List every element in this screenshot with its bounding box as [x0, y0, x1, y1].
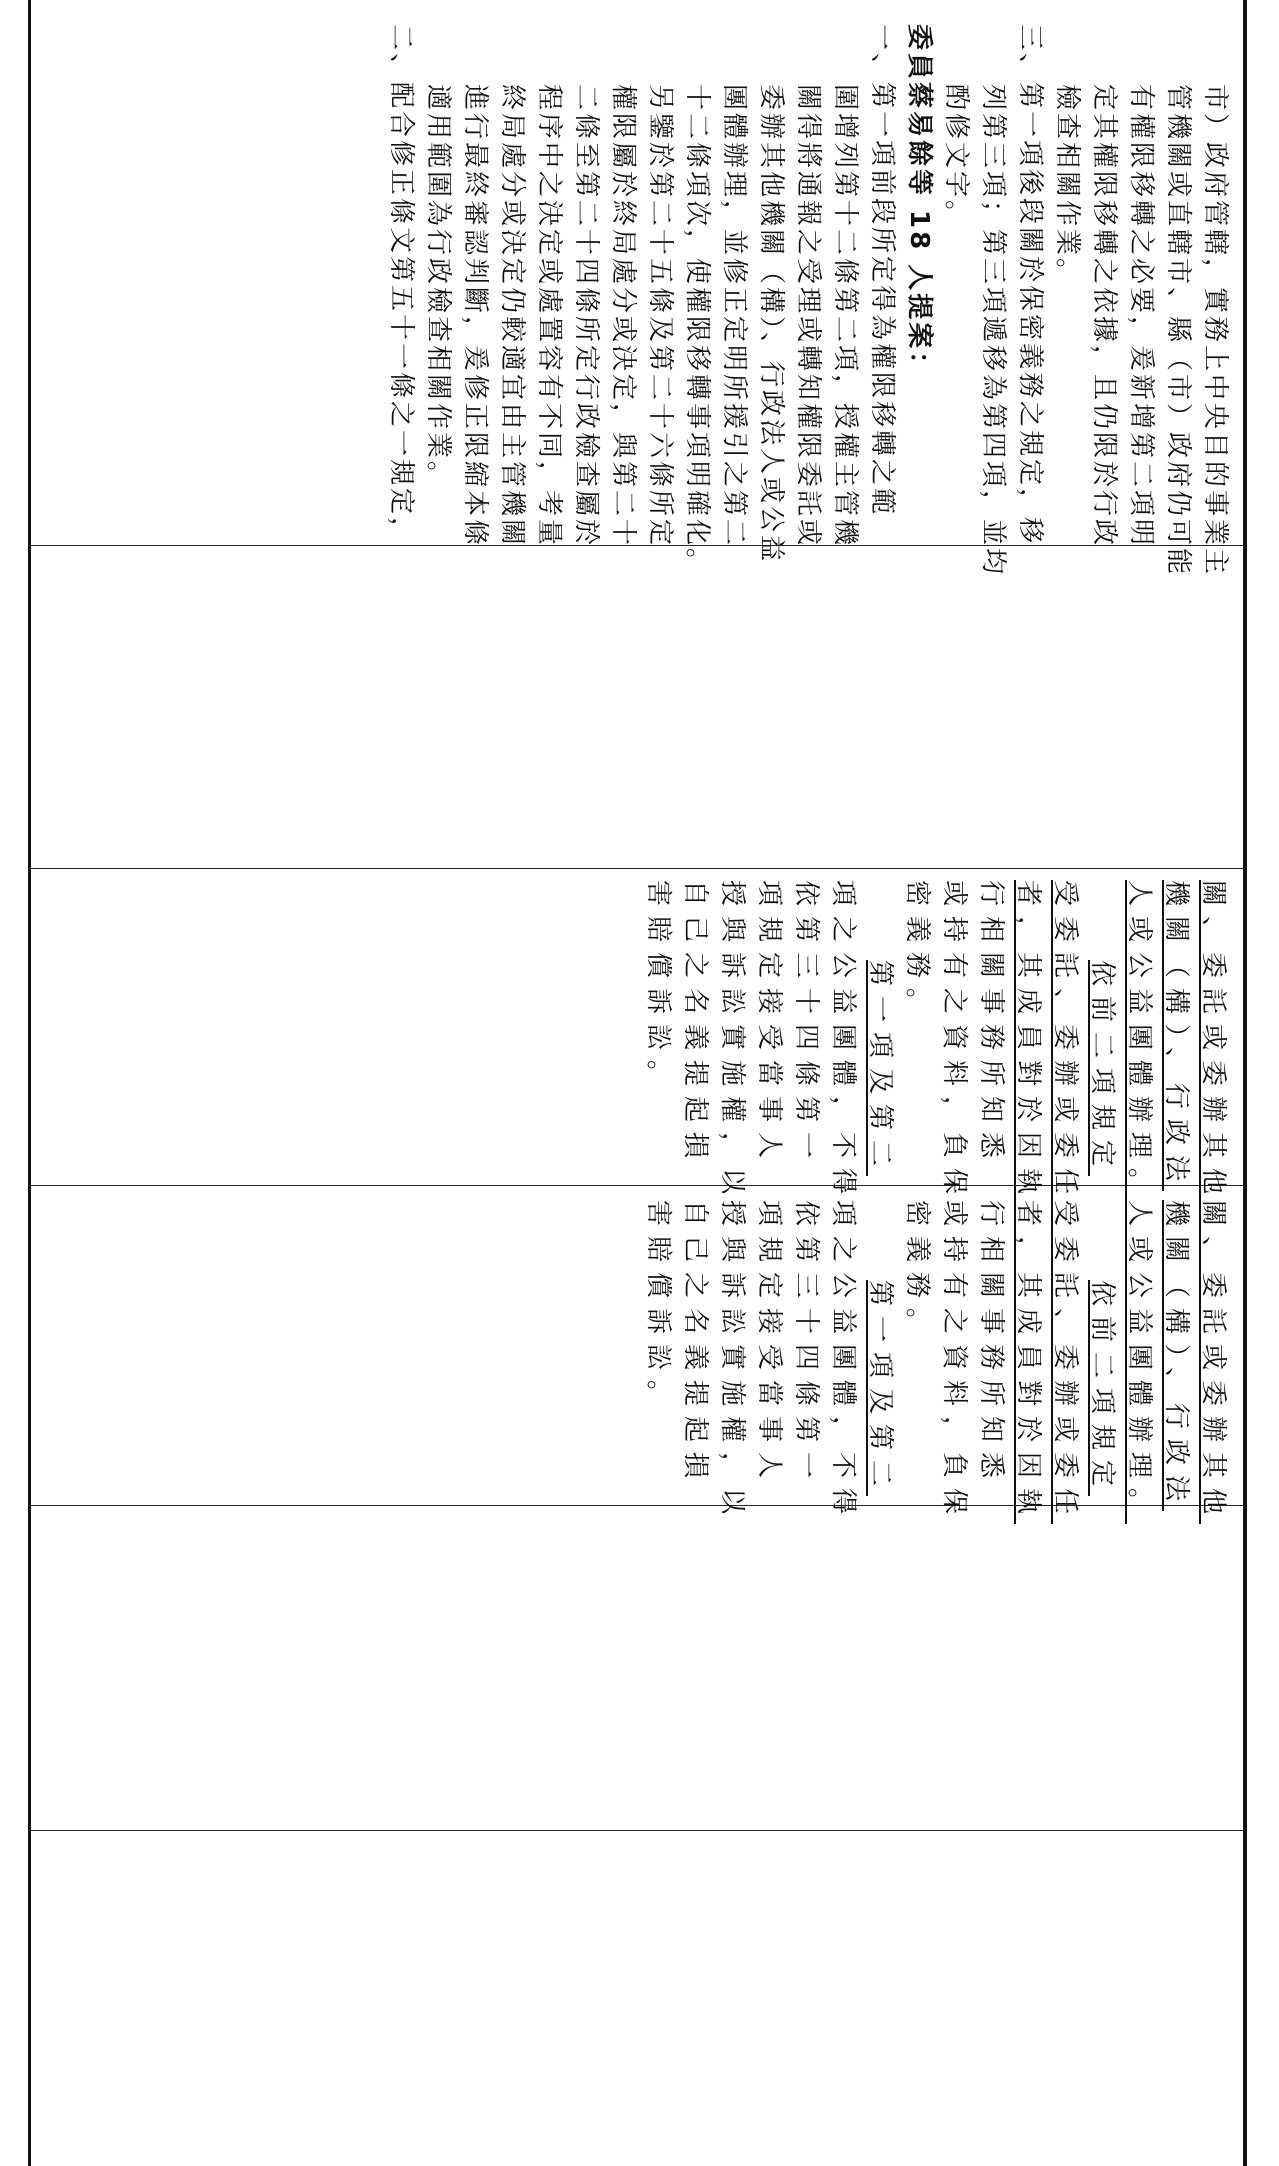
bottom-border-rule: [28, 0, 31, 2166]
line-text: 檢查相關作業。: [1052, 84, 1082, 288]
text-line: [787, 1200, 824, 1490]
line-text: 項之公益團體，不得: [828, 880, 858, 1205]
text-line: [641, 24, 678, 549]
text-line: [974, 24, 1011, 578]
line-text: 機關（構）、行政法: [1161, 880, 1191, 1192]
text-line: [382, 24, 419, 547]
line-text: 委辦其他機關（構）、行政法人或公益: [756, 84, 786, 565]
line-text: 團體辦理，並修正定明所援引之第二: [719, 84, 749, 549]
text-line: [972, 1200, 1009, 1490]
line-text: 定其權限移轉之依據，且仍限於行政: [1089, 84, 1119, 549]
amended-article-column: [39, 870, 1239, 1205]
line-text: 或持有之資料，負保: [939, 880, 969, 1205]
text-line: [715, 24, 752, 549]
text-line: [678, 24, 715, 578]
text-line: [1009, 1200, 1046, 1525]
line-text: 二、配合修正條文第五十一條之一規定，: [386, 24, 416, 547]
text-line: [1085, 24, 1122, 549]
line-text: 密義務。: [902, 880, 932, 1025]
text-line: [789, 24, 826, 549]
line-text: 二條至第二十四條所定行政檢查屬於: [571, 84, 601, 549]
line-text: 者，其成員對於因執: [1013, 880, 1043, 1205]
text-line: [1046, 880, 1083, 1205]
text-line: [676, 880, 713, 1170]
line-text: 三、第一項後段關於保密義務之規定，移: [1015, 24, 1045, 547]
text-line: [567, 24, 604, 549]
proposed-article-column: [39, 1190, 1239, 1525]
text-line: [1122, 24, 1159, 549]
text-line: [898, 880, 935, 1170]
text-line: [676, 1200, 713, 1490]
text-line: [1196, 24, 1233, 578]
line-text: 關、委託或委辦其他: [1198, 880, 1228, 1205]
text-line: [935, 1200, 972, 1525]
line-text: 權限屬於終局處分或決定，與第二十: [608, 84, 638, 549]
text-line: [861, 1200, 898, 1497]
text-line: [419, 24, 456, 531]
line-text: 依前二項規定: [1087, 1280, 1117, 1497]
line-text: 酌修文字。: [941, 84, 971, 230]
line-text: 害賠償訴訟。: [643, 1200, 673, 1417]
text-line: [898, 1200, 935, 1490]
text-line: [750, 880, 787, 1170]
text-line: [937, 24, 974, 531]
line-text: 授與訴訟實施權，以: [717, 1200, 747, 1525]
text-line: [1011, 24, 1048, 547]
text-line: [530, 24, 567, 549]
line-text: 列第三項；第三項遞移為第四項，並均: [978, 84, 1008, 578]
line-text: 自己之名義提起損: [680, 880, 710, 1169]
line-text: 害賠償訴訟。: [643, 880, 673, 1097]
text-line: [1048, 24, 1085, 531]
line-text: 或持有之資料，負保: [939, 1200, 969, 1525]
line-text: 另鑒於第二十五條及第二十六條所定: [645, 84, 675, 549]
line-text: 一、第一項前段所定得為權限移轉之範: [867, 24, 897, 518]
line-text: 委員蔡易餘等 18 人提案：: [904, 24, 934, 381]
line-text: 機關（構）、行政法: [1161, 1200, 1191, 1512]
line-text: 依前二項規定: [1087, 960, 1117, 1177]
text-line: [493, 24, 530, 549]
text-line: [1120, 880, 1157, 1205]
text-line: [1120, 1200, 1157, 1525]
line-text: 程序中之決定或處置容有不同，考量: [534, 84, 564, 549]
text-line: [752, 24, 789, 565]
text-line: [750, 1200, 787, 1490]
text-line: [1159, 24, 1196, 578]
top-border-rule: [1243, 0, 1247, 2166]
line-text: 有權限移轉之必要，爰新增第二項明: [1126, 84, 1156, 549]
text-line: [1194, 880, 1231, 1205]
text-line: [604, 24, 641, 549]
text-line: [826, 24, 863, 549]
line-text: 人或公益團體辦理。: [1124, 1200, 1154, 1525]
text-line: [935, 880, 972, 1205]
line-text: 終局處分或決定仍較適宜由主管機關: [497, 84, 527, 549]
text-line: [863, 24, 900, 531]
line-text: 依第三十四條第一: [791, 1200, 821, 1489]
text-line: [861, 880, 898, 1177]
text-line: [824, 1200, 861, 1525]
text-line: [1083, 1200, 1120, 1497]
text-line: [900, 24, 937, 531]
text-line: [713, 1200, 750, 1525]
text-line: [1157, 880, 1194, 1192]
text-line: [639, 1200, 676, 1490]
line-text: 圍增列第十二條第二項，授權主管機: [830, 84, 860, 549]
column-divider: [31, 868, 1245, 869]
line-text: 依第三十四條第一: [791, 880, 821, 1169]
text-line: [713, 880, 750, 1205]
line-text: 自己之名義提起損: [680, 1200, 710, 1489]
line-text: 授與訴訟實施權，以: [717, 880, 747, 1205]
text-line: [972, 880, 1009, 1170]
line-text: 管機關或直轄市、縣（市）政府仍可能: [1163, 84, 1193, 578]
text-line: [1046, 1200, 1083, 1525]
line-text: 十二條項次，使權限移轉事項明確化。: [682, 84, 712, 578]
text-line: [1194, 1200, 1231, 1525]
line-text: 項之公益團體，不得: [828, 1200, 858, 1525]
reason-explanation-column: [39, 10, 1239, 578]
line-text: 項規定接受當事人: [754, 1200, 784, 1489]
line-text: 項規定接受當事人: [754, 880, 784, 1169]
text-line: [1157, 1200, 1194, 1512]
line-text: 適用範圍為行政檢查相關作業。: [423, 84, 453, 491]
line-text: 關得將通報之受理或轉知權限委託或: [793, 84, 823, 549]
line-text: 密義務。: [902, 1200, 932, 1345]
line-text: 第一項及第二: [865, 960, 895, 1177]
line-text: 行相關事務所知悉: [976, 1200, 1006, 1489]
text-line: [456, 24, 493, 549]
line-text: 受委託、委辦或委任: [1050, 1200, 1080, 1525]
line-text: 受委託、委辦或委任: [1050, 880, 1080, 1205]
line-text: 進行最終審認判斷，爰修正限縮本條: [460, 84, 490, 549]
line-text: 者，其成員對於因執: [1013, 1200, 1043, 1525]
line-text: 關、委託或委辦其他: [1198, 1200, 1228, 1525]
text-line: [824, 880, 861, 1205]
text-line: [1009, 880, 1046, 1205]
line-text: 市）政府管轄，實務上中央目的事業主: [1200, 84, 1230, 578]
line-text: 第一項及第二: [865, 1280, 895, 1497]
column-divider: [31, 1830, 1245, 1831]
text-line: [787, 880, 824, 1170]
line-text: 行相關事務所知悉: [976, 880, 1006, 1169]
line-text: 人或公益團體辦理。: [1124, 880, 1154, 1205]
text-line: [1083, 880, 1120, 1177]
text-line: [639, 880, 676, 1170]
